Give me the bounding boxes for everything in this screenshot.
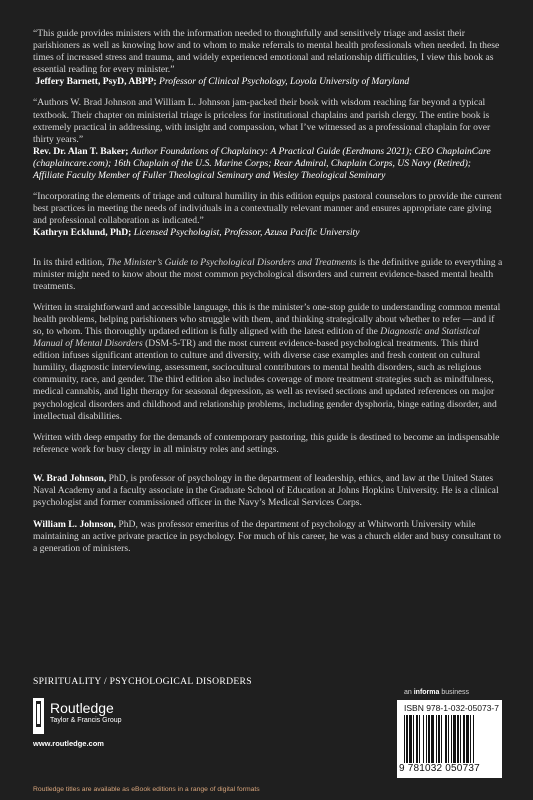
barcode-bar [413, 715, 414, 763]
endorser-name: Jeffery Barnett, PsyD, ABPP; [35, 76, 157, 88]
endorsement-2 [33, 97, 503, 182]
barcode-bar [426, 715, 427, 763]
desc-text: is the definitive guide to everything a minister might need to know about the most common psychological disorders and current evidence-based mental health treatments. [33, 256, 503, 292]
back-cover-text [33, 28, 503, 555]
barcode-bar [463, 715, 465, 763]
barcode-bar [473, 715, 474, 763]
endorsement-quote: “Authors W. Brad Johnson and William L. Johnson jam-packed their book with wisdom reaching far beyond a typical textbook. Their chapter on ministerial triage is priceless for institutional chaplains and parish clergy. The entire book is extremely practical in addressing, with insight and compassion, what I’ve witnessed as a professional chaplain for over thirty years.” [33, 97, 491, 145]
informa-tagline [404, 689, 469, 696]
isbn-number: ISBN 978-1-032-05073-7 [404, 703, 499, 713]
barcode-bar [451, 715, 452, 763]
endorser-title: Professor of Clinical Psychology, Loyola University of Maryland [159, 76, 410, 88]
barcode-bar [406, 715, 408, 763]
barcode-bar [460, 715, 461, 763]
desc-text: (DSM-5-TR) and the most current evidence-based psychological treatments. This third edition infuses significant attention to culture and diversity, with diverse case examples and fresh content on cultural humility, diagnostic interviewing, assessment, sociocultural contributors to mental health disorders, such as religious community, race, and gender. The third edition also includes coverage of more treatment strategies such as mindfulness, medical cannabis, and light therapy for seasonal depression, as well as revised sections and updated references on major psychological disorders and childhood and relationship problems, including gender dysphoria, binge eating disorder, and intellectual disabilities. [33, 338, 497, 422]
barcode-bar [445, 715, 447, 763]
barcode-bar [423, 715, 424, 763]
publisher-group: Taylor & Francis Group [50, 717, 122, 724]
subject-category: SPIRITUALITY / PSYCHOLOGICAL DISORDERS [33, 676, 252, 687]
endorser-title: Author Foundations of Chaplaincy: A Practical Guide (Eerdmans 2021); CEO ChaplainCare (chaplaincare.com); 16th Chaplain of the U.S. Marine Corps; Rear Admiral, Chaplain Corps, US Navy (Retired); Affiliate Faculty Member of Fuller Theological Seminary and Wesley Theological Seminary [33, 145, 491, 182]
dsm-title: Diagnostic and Statistical Manual of Mental Disorders [33, 325, 480, 350]
description-paragraph-1 [33, 257, 503, 293]
barcode-bars [404, 715, 496, 763]
publisher-logo [33, 698, 183, 748]
author-bio-1 [33, 473, 503, 509]
barcode-bar [409, 715, 412, 763]
author-name: William L. Johnson, [33, 519, 116, 531]
barcode-bar [404, 715, 405, 763]
barcode-bar [441, 715, 442, 763]
barcode-bar [428, 715, 430, 763]
barcode-bar [416, 715, 418, 763]
desc-text: Written in straightforward and accessible language, this is the minister’s one-stop guide to understanding common mental health problems, helping parishioners who struggle with them, and thinking strategically about whether to refer —and if so, to whom. This thoroughly updated edition is fully aligned with the latest edition of the [33, 301, 501, 337]
desc-text: In its third edition, [33, 256, 107, 268]
barcode-bar [448, 715, 449, 763]
barcode-bar [436, 715, 437, 763]
author-bio-text: PhD, was professor emeritus of the department of psychology at Whitworth University while maintaining an active private practice in psychology. For much of his career, he was a church elder and busy consultant to a generation of ministers. [33, 519, 501, 555]
endorsement-quote: “Incorporating the elements of triage and cultural humility in this edition equips pastoral counselors to provide the current best practices in meeting the needs of individuals in a contextually relevant manner and ensures appropriate care giving and professional collaboration as indicated.” [33, 191, 502, 227]
endorsement-attribution [33, 227, 503, 239]
description-paragraph-3: Written with deep empathy for the demands of contemporary pastoring, this guide is destined to become an indispensable reference work for busy clergy in all ministry roles and settings. [33, 431, 500, 455]
endorsement-1 [33, 28, 503, 88]
endorsement-3 [33, 191, 503, 239]
barcode-bar [453, 715, 456, 763]
publisher-url: www.routledge.com [33, 739, 104, 748]
isbn-barcode [397, 700, 502, 778]
barcode-bar [431, 715, 434, 763]
barcode-bar [438, 715, 440, 763]
endorsement-attribution [33, 76, 503, 88]
book-title: The Minister’s Guide to Psychological Disorders and Treatments [106, 256, 357, 268]
author-name: W. Brad Johnson, [33, 472, 107, 484]
endorsement-quote: “This guide provides ministers with the information needed to thoughtfully and sensitively triage and assist their parishioners as well as knowing how and to whom to make referrals to mental health professionals when needed. In these times of increased stress and trauma, and widely experienced emotional and relationship difficulties, I view this book as essential reading for every minister.” [33, 28, 500, 76]
endorser-name: Kathryn Ecklund, PhD; [33, 227, 132, 239]
author-bio-text: PhD, is professor of psychology in the department of leadership, ethics, and law at the United States Naval Academy and a faculty associate in the Graduate School of Education at Johns Hopkins University. He is a clinical psychologist and former commissioned officer in the Navy’s Medical Services Corps. [33, 472, 499, 509]
endorser-name: Rev. Dr. Alan T. Baker; [33, 145, 129, 157]
barcode-bar [457, 715, 459, 763]
ebook-notice: Routledge titles are available as eBook editions in a range of digital formats [33, 786, 260, 793]
author-bio-2 [33, 519, 503, 555]
description-paragraph-2 [33, 302, 503, 423]
routledge-logo-icon [33, 698, 44, 734]
informa-post: business [439, 689, 469, 696]
barcode-bar [419, 715, 420, 763]
informa-brand: informa [413, 689, 440, 696]
publisher-name: Routledge [50, 700, 114, 716]
barcode-bar [466, 715, 469, 763]
barcode-digits: 9 781032 050737 [399, 763, 480, 774]
barcode-bar [470, 715, 471, 763]
informa-pre: an [404, 689, 414, 696]
endorser-title: Licensed Psychologist, Professor, Azusa Pacific University [133, 227, 360, 239]
endorsement-attribution [33, 146, 503, 182]
